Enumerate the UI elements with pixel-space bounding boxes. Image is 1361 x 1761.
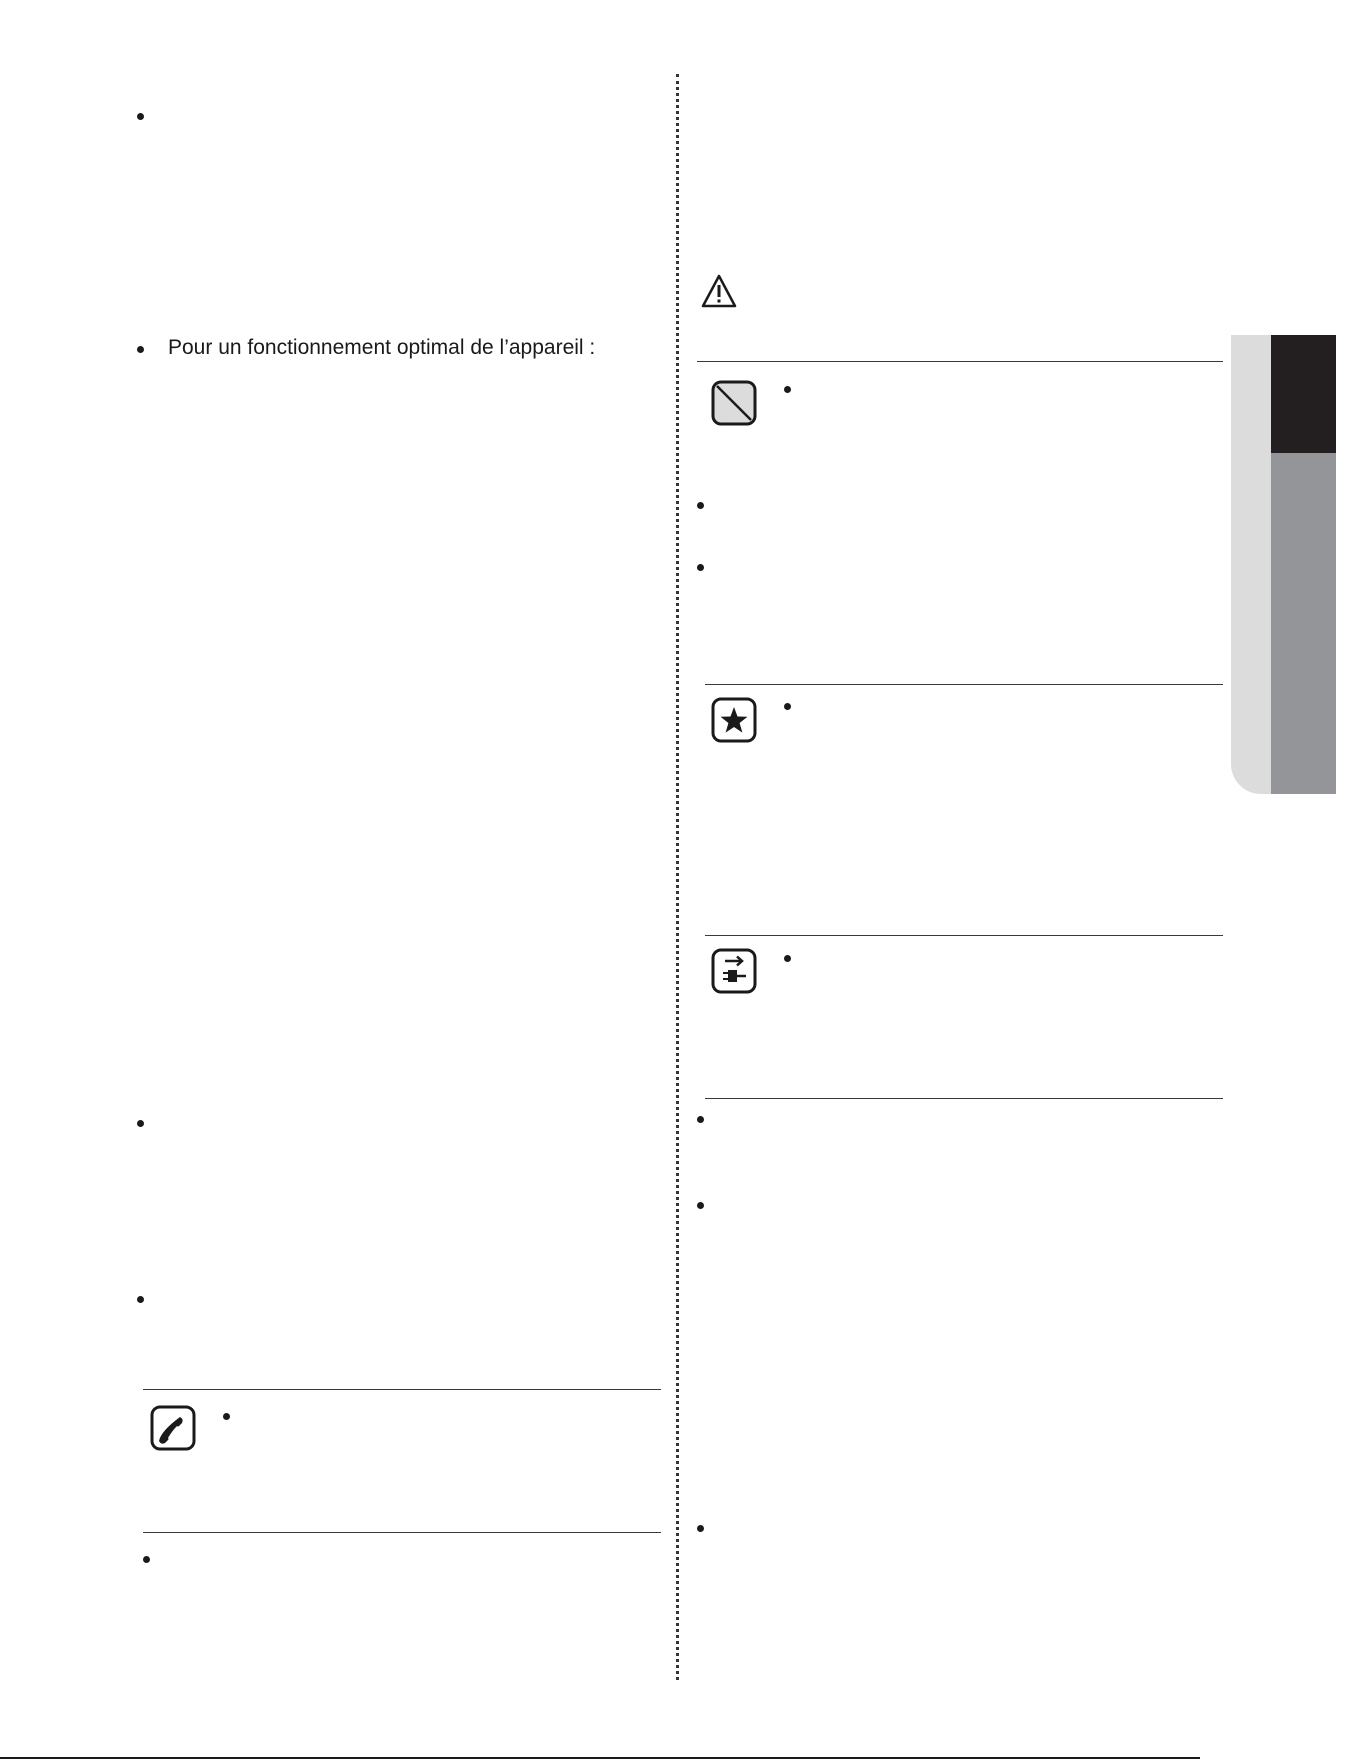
note-rule [705,1098,1223,1099]
note-rule [705,684,1223,685]
side-tab-section [1271,453,1336,794]
footer-rule [0,1757,1200,1759]
side-tab-background [1231,335,1271,794]
note-rule-top [143,1389,661,1390]
bullet [137,346,144,353]
bullet [143,1556,150,1563]
bullet [784,955,791,962]
bullet [137,113,144,120]
bullet [784,386,791,393]
bullet [137,1120,144,1127]
bullet [137,1296,144,1303]
warning-triangle-icon [700,273,738,314]
note-rule-bottom [143,1532,661,1533]
bullet [784,703,791,710]
bullet [697,1202,704,1209]
bullet [697,1525,704,1532]
warning-rule [697,361,1223,362]
star-icon [711,697,757,748]
phone-icon [150,1405,196,1456]
bullet [697,564,704,571]
bullet [697,1116,704,1123]
note-rule [705,935,1223,936]
side-tab-active [1271,335,1336,453]
bullet [697,502,704,509]
unplug-icon [711,948,757,999]
optimal-operation-text: Pour un fonctionnement optimal de l’appareil : [168,336,596,359]
prohibited-icon [711,380,757,431]
column-divider [676,74,679,1680]
bullet [223,1413,230,1420]
